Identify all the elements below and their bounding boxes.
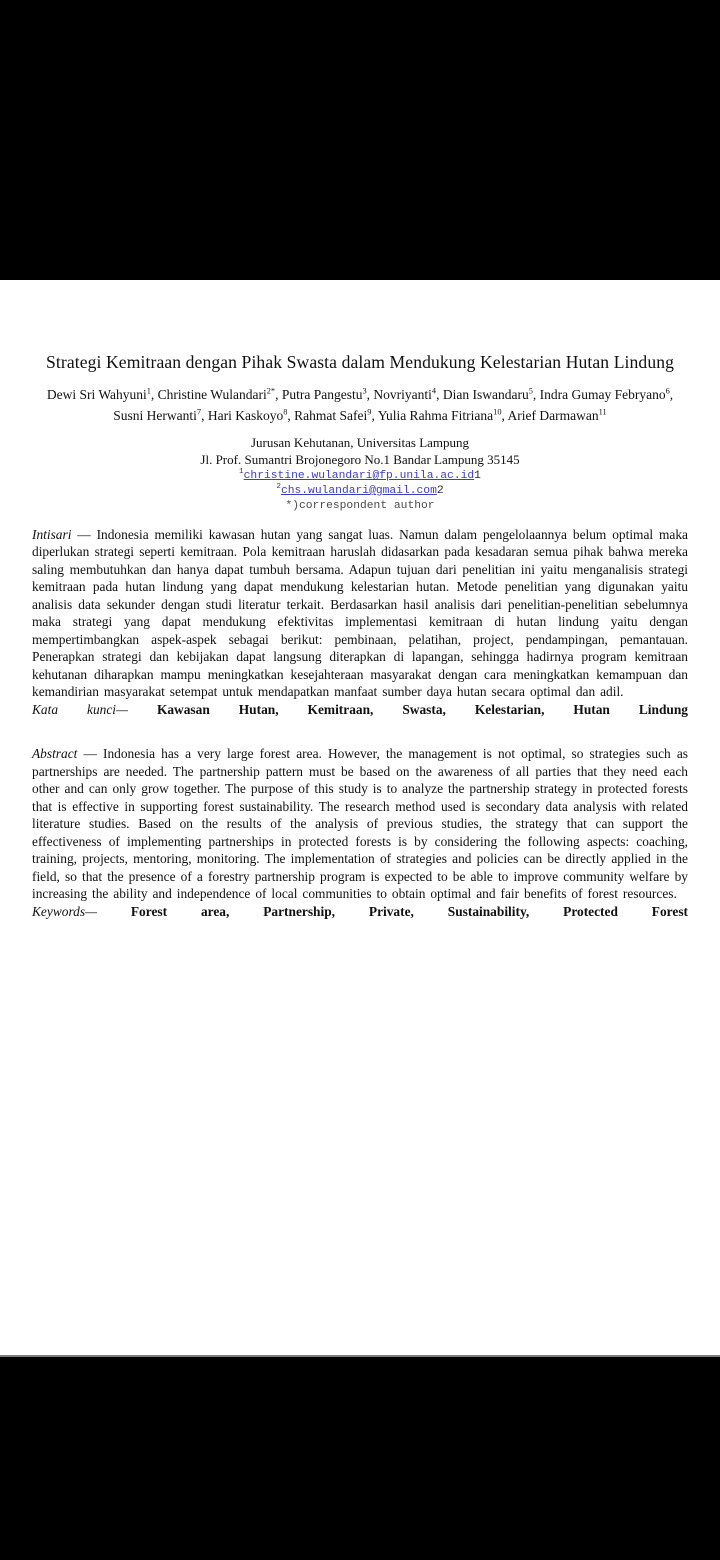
author-name: Putra Pangestu$^3$, [281,386,374,403]
affiliation-block [32,434,688,468]
keywords-text: Forest area, Partnership, Private, Sustainability, Protected Forest [130,903,688,919]
abstract-separator: — [77,746,103,762]
email-line-2 [32,484,688,499]
keywords-label: Keywords— [32,903,97,919]
author-name: Rahmat Safei$^9$, [294,407,378,423]
abstract-text: Indonesia has a very large forest area. However, the management is not optimal, so strategies such as partnerships are needed. The partnership pattern must be based on the awareness of all parties that they need each other and can only grow together. The purpose of this study is to analyze the partnership strategy in protected forests that is effective in supporting forest sustainability. The research method used is secondary data analysis with related literature studies. Based on the results of the analysis of previous studies, the strategy that can support the effectiveness of implementing partnerships in protected forests is by considering the following aspects: coaching, training, projects, mentoring, monitoring. The implementation of strategies and policies can be directly applied in the field, so that the presence of a forestry partnership program is expected to be able to improve community welfare by increasing the ability and independence of local communities to obtain optimal and fair benefits of forest resources. [32,746,688,902]
email-superscript: 2 [276,483,281,492]
kata-kunci-label: Kata kunci— [32,701,128,717]
document-page [0,280,720,1355]
email-suffix: 2 [436,485,444,498]
top-letterbox-bar [0,0,720,280]
author-superscript: 11 [598,407,607,417]
author-superscript: 9 [367,407,372,417]
author-superscript: 1 [146,386,151,396]
affiliation-address: Jl. Prof. Sumantri Brojonegoro No.1 Bandar Lampung 35145 [200,451,520,467]
author-name: Susni Herwanti$^7$, [113,407,208,423]
intisari-text: Indonesia memiliki kawasan hutan yang sangat luas. Namun dalam pengelolaannya belum optimal maka diperlukan strategi seperti kemitraan. Pola kemitraan haruslah didasarkan pada kesadaran semua pihak bahwa mereka saling membutuhkan dan hanya dapat tumbuh bersama. Adapun tujuan dari penelitian ini yaitu menganalisis strategi kemitraan pada hutan lindung yang dapat mendukung kelestarian hutan. Metode penelitian yang digunakan yaitu analisis data sekunder dengan studi literatur terkait. Berdasarkan hasil analisis dari penelitian-penelitian sebelumnya maka strategi yang dapat mendukung efektivitas implementasi kemitraan di hutan lindung yaitu dengan mempertimbangkan aspek-aspek sebagai berikut: pembinaan, pelatihan, project, pendampingan, pemantauan. Penerapkan strategi dan kebijakan dapat langsung diterapkan di lapangan, sehingga hadirnya program kemitraan kehutanan diharapkan mampu meningkatkan kesejahteraan masyarakat dengan cara meningkatkan kemampuan dan kemandirian masyarakat setempat untuk mendapatkan manfaat sumber daya hutan secara optimal dan adil. [32,526,688,700]
bottom-letterbox-bar [0,1355,720,1560]
author-name: Indra Gumay Febryano$^6$, [539,386,674,403]
kata-kunci-keywords: Kawasan Hutan, Kemitraan, Swasta, Kelestarian, Hutan Lindung [156,701,688,717]
author-name: Yulia Rahma Fitriana$^{10}$, [377,407,508,423]
affiliation-department: Jurusan Kehutanan, Universitas Lampung [250,434,470,450]
author-superscript: 5 [528,386,533,396]
author-superscript: 8 [283,407,288,417]
author-name: Christine Wulandari$^{2*}$, [157,386,282,403]
author-name: Hari Kaskoyo$^8$, [207,407,295,423]
author-superscript: 2* [266,386,276,396]
abstract-label: Abstract [32,746,78,762]
author-superscript: 3 [362,386,367,396]
author-name: Dian Iswandaru$^5$, [442,386,540,403]
email-superscript: 1 [239,468,244,477]
email-line-1 [32,469,688,484]
author-superscript: 10 [493,407,502,417]
author-superscript: 7 [196,407,202,417]
email-block [32,469,688,514]
keywords-line [32,903,688,921]
author-name: Dewi Sri Wahyuni$^1$, [46,386,158,403]
paper-title: Strategi Kemitraan dengan Pihak Swasta dalam Mendukung Kelestarian Hutan Lindung [45,352,675,372]
correspondent-note: *)correspondent author [285,499,435,512]
email-link-1[interactable]: christine.wulandari@fp.unila.ac.id [243,470,475,483]
email-link-2[interactable]: chs.wulandari@gmail.com [280,485,437,498]
author-superscript: 4 [431,386,437,396]
intisari-label: Intisari [32,526,72,542]
kata-kunci-line [32,701,688,719]
author-superscript: 6 [665,386,670,396]
author-list [32,385,688,426]
email-suffix: 1 [474,470,481,483]
author-name: Novriyanti$^4$, [373,386,443,403]
intisari-paragraph [32,526,688,701]
author-name: Arief Darmawan$^{11}$ [507,407,607,423]
intisari-separator: — [71,526,97,542]
abstract-paragraph [32,745,688,903]
